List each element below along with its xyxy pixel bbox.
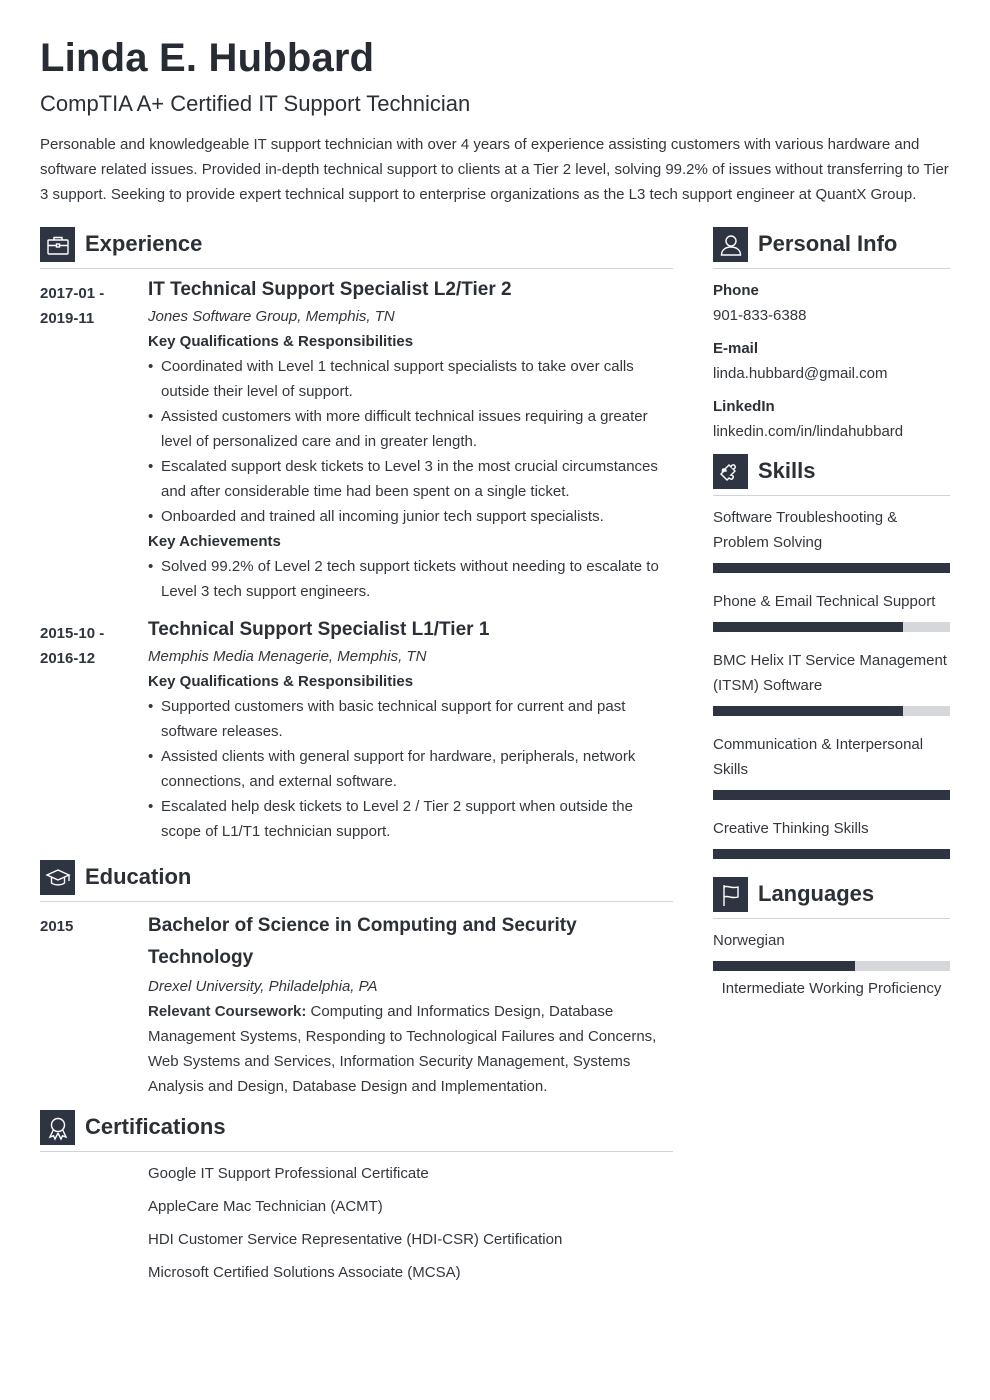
summary: Personable and knowledgeable IT support technician with over 4 years of experience assisting customers with various hardware and software related issues. Provided in-depth technical support to clients at a Tier 2 level, solving 99.2% of issues without transferring to Tier 3 support. Seeking to provide expert technical support to enterprise organizations as the L3 tech support engineer at QuantX Group. [40,136,949,203]
email-label: E-mail [713,340,759,357]
list-item: • Coordinated with Level 1 technical support specialists to take over calls outside their level of support. [148,354,668,404]
languages-title: Languages [758,881,875,906]
achievements-heading: Key Achievements [148,533,281,550]
degree: Bachelor of Science in Computing and Security Technology [148,915,577,968]
qual-list [148,694,668,844]
coursework-label: Relevant Coursework: [148,1003,307,1020]
graduation-cap-icon [40,860,75,895]
job-role: IT Technical Support Specialist L2/Tier 2 [148,279,512,300]
coursework-text: Computing and Informatics Design, Database Management Systems, Responding to Technological Failures and Concerns, Web Systems and Services, Information Security Management, Systems Analysis and Design, Database Design and Implementation. [148,1003,657,1095]
list-item: • Escalated support desk tickets to Level 3 in the most crucial circumstances and after considerable time had been spent on a single ticket. [148,454,668,504]
education-heading [40,860,673,902]
coursework [148,999,668,1099]
briefcase-icon [40,227,75,262]
language-proficiency: Intermediate Working Proficiency [721,980,942,997]
job-dates [40,281,140,331]
phone-label: Phone [713,282,759,299]
date-end: 2016-12 [40,650,96,667]
experience-title: Experience [85,231,203,256]
job-role: Technical Support Specialist L1/Tier 1 [148,619,490,640]
skills-heading [713,454,950,496]
list-item: • Escalated help desk tickets to Level 2 / Tier 2 support when outside the scope of L1/T1 technician support. [148,794,668,844]
job-company: Jones Software Group, Memphis, TN [148,308,395,325]
certification-item: AppleCare Mac Technician (ACMT) [148,1198,383,1215]
person-icon [713,227,748,262]
certifications-title: Certifications [85,1114,226,1139]
award-ribbon-icon [40,1110,75,1145]
achievements-list [148,554,668,604]
list-item: • Assisted clients with general support for hardware, peripherals, network connections, and external software. [148,744,668,794]
language-name: Norwegian [713,932,785,949]
language-bar-fill [713,961,855,971]
education-year: 2015 [40,918,74,935]
skill-bar-fill [713,563,950,573]
phone-value: 901-833-6388 [713,307,807,324]
experience-heading [40,227,673,269]
qual-heading: Key Qualifications & Responsibilities [148,673,414,690]
email-value: linda.hubbard@gmail.com [713,365,888,382]
skill-bar-fill [713,849,950,859]
flag-icon [713,877,748,912]
skill-name: Communication & Interpersonal Skills [713,736,924,778]
skill-bar [713,563,950,573]
skill-name: Software Troubleshooting & Problem Solving [713,509,898,551]
linkedin-value: linkedin.com/in/lindahubbard [713,423,904,440]
skill-bar [713,622,950,632]
puzzle-icon [713,454,748,489]
date-start: 2017-01 - [40,285,105,302]
skill-bar [713,849,950,859]
skill-name: Creative Thinking Skills [713,820,869,837]
skill-bar-fill [713,790,950,800]
qual-list [148,354,668,529]
skills-title: Skills [758,458,816,483]
certifications-heading [40,1110,673,1152]
linkedin-label: LinkedIn [713,398,775,415]
school: Drexel University, Philadelphia, PA [148,978,378,995]
qual-heading: Key Qualifications & Responsibilities [148,333,414,350]
list-item: • Onboarded and trained all incoming junior tech support specialists. [148,504,668,529]
languages-heading [713,877,950,919]
candidate-title: CompTIA A+ Certified IT Support Technician [40,91,471,116]
language-bar [713,961,950,971]
skill-bar-fill [713,706,903,716]
job-company: Memphis Media Menagerie, Memphis, TN [148,648,427,665]
skill-name: BMC Helix IT Service Management (ITSM) Software [713,652,947,694]
personal-info-heading [713,227,950,269]
list-item: • Assisted customers with more difficult technical issues requiring a greater level of personalized care and in greater length. [148,404,668,454]
education-title: Education [85,864,192,889]
candidate-name: Linda E. Hubbard [40,36,375,80]
list-item: • Solved 99.2% of Level 2 tech support tickets without needing to escalate to Level 3 tech support engineers. [148,554,668,604]
certification-item: Microsoft Certified Solutions Associate (MCSA) [148,1264,461,1281]
skill-bar [713,706,950,716]
certification-item: HDI Customer Service Representative (HDI-CSR) Certification [148,1231,563,1248]
date-end: 2019-11 [40,310,95,327]
skill-name: Phone & Email Technical Support [713,593,936,610]
list-item: • Supported customers with basic technical support for current and past software releases. [148,694,668,744]
skill-bar-fill [713,622,903,632]
personal-info-title: Personal Info [758,231,898,256]
skill-bar [713,790,950,800]
date-start: 2015-10 - [40,625,105,642]
job-dates [40,621,140,671]
certification-item: Google IT Support Professional Certificate [148,1165,429,1182]
